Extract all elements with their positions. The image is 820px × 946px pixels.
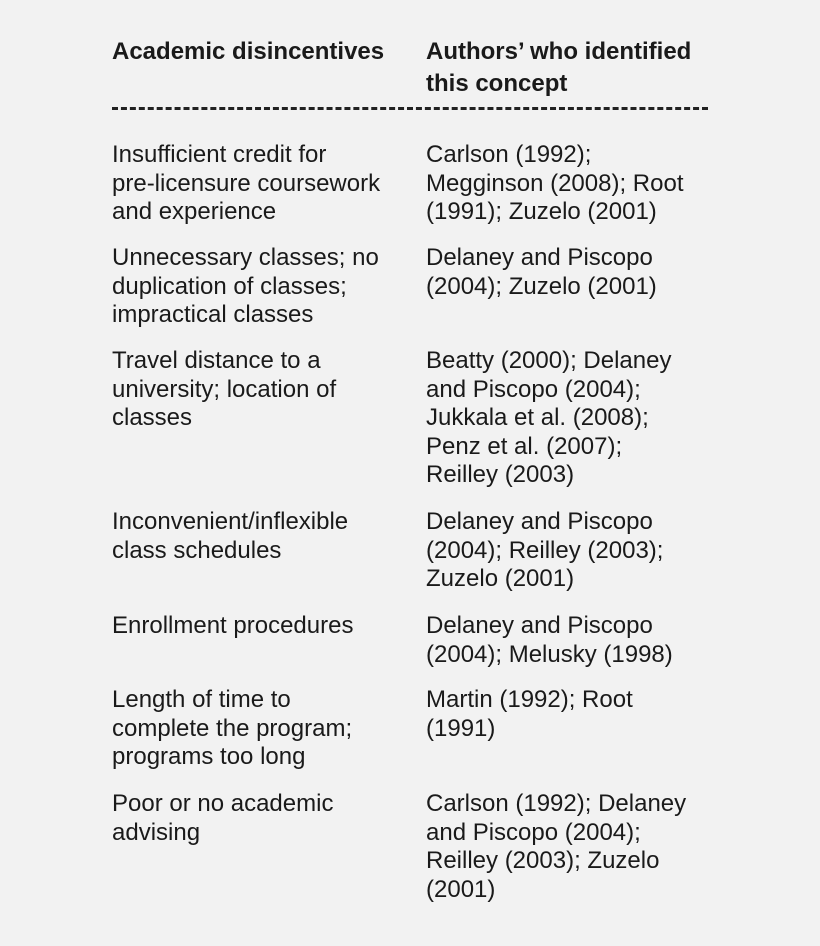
authors-cell: Delaney and Piscopo (2004); Melusky (1998): [426, 612, 673, 668]
authors-cell: Martin (1992); Root (1991): [426, 686, 633, 742]
disincentive-cell: Poor or no academic advising: [112, 790, 334, 846]
disincentive-cell: Enrollment procedures: [112, 612, 354, 639]
disincentive-cell: Length of time to complete the program; programs too long: [112, 686, 353, 770]
dashed-divider: [112, 107, 708, 110]
authors-cell: Carlson (1992); Megginson (2008); Root (1991); Zuzelo (2001): [426, 141, 684, 225]
header-authors: Authors’ who identified this concept: [426, 38, 692, 97]
disincentive-cell: Unnecessary classes; no duplication of classes; impractical classes: [112, 244, 379, 328]
authors-cell: Delaney and Piscopo (2004); Reilley (2003); Zuzelo (2001): [426, 508, 664, 592]
header-academic-disincentives: Academic disincentives: [112, 38, 385, 65]
disincentive-cell: Travel distance to a university; location of classes: [112, 347, 337, 431]
authors-cell: Carlson (1992); Delaney and Piscopo (2004); Reilley (2003); Zuzelo (2001): [426, 790, 687, 903]
authors-cell: Delaney and Piscopo (2004); Zuzelo (2001): [426, 244, 657, 300]
authors-cell: Beatty (2000); Delaney and Piscopo (2004); Jukkala et al. (2008); Penz et al. (2007); Reilley (2003): [426, 347, 672, 488]
disincentive-cell: Inconvenient/inflexible class schedules: [112, 508, 349, 564]
disincentive-cell: Insufficient credit for pre-licensure coursework and experience: [112, 141, 381, 225]
table-header: [0, 36, 820, 100]
